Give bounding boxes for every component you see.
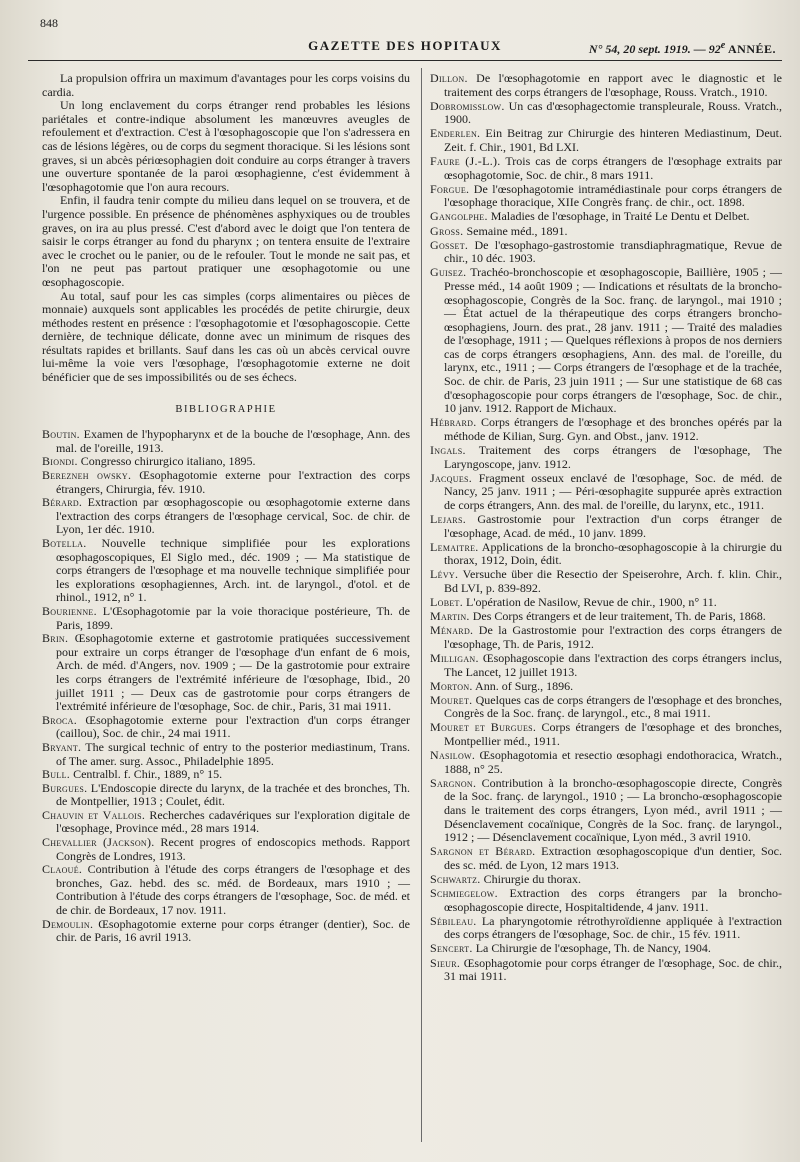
entry-text: Œsophagotomia et resectio œsophagi endothoracica, Wratch., 1888, n° 25. (444, 748, 782, 776)
entry-author: Chauvin et Vallois. (42, 807, 146, 822)
journal-title: GAZETTE DES HOPITAUX (308, 38, 502, 53)
bibliography-entry (430, 721, 782, 748)
bibliography-entry (430, 873, 782, 887)
bibliography-entry (430, 127, 782, 154)
issue-line (589, 40, 776, 57)
bibliography-entry (430, 777, 782, 845)
bibliography-entry (42, 537, 410, 605)
entry-text: Œsophagotomie pour corps étranger de l'œsophage, Soc. de chir., 31 mai 1911. (444, 955, 782, 984)
entry-text: Corps étrangers de l'œsophage et des bronches opérés par la méthode de Kilian, Surg. Gyn. and Obst., janv. 1912. (444, 415, 782, 443)
entry-text: Fragment osseux enclavé de l'œsophage, Soc. de méd. de Nancy, 25 janv. 1911 ; — Péri-œsophagite suppurée après extraction de corps étrangers, Ann. des mal. de l'oreille, du larynx, etc., 1911. (444, 470, 782, 512)
entry-author: Brin. (42, 631, 69, 646)
bibliography-entry (430, 183, 782, 210)
bibliography-entry (42, 469, 410, 496)
issue-suffix: ANNÉE. (725, 42, 776, 56)
entry-author: Hébrard. (430, 415, 477, 430)
bibliography-entry (430, 887, 782, 914)
entry-author: Faure (J.-L.). (430, 154, 501, 169)
entry-author: Lobet. (430, 595, 464, 610)
entry-text: Traitement des corps étrangers de l'œsophage, The Laryngoscope, janv. 1912. (444, 443, 782, 471)
bibliography-entry (430, 624, 782, 651)
entry-text: Extraction par œsophagoscopie ou œsophagotomie externe dans l'extraction des corps étrangers de l'œsophage cervical, Soc. de chir. de Lyon, 1er déc. 1910. (56, 495, 410, 537)
entry-text: Versuche über die Resectio der Speiserohre, Arch. f. klin. Chir., Bd LVI, p. 839-892. (444, 567, 782, 595)
entry-text: Œsophagotomie externe pour l'extraction des corps étrangers, Chirurgia, fév. 1910. (56, 468, 411, 496)
entry-author: Bull. (42, 767, 71, 782)
bibliography-entry (430, 568, 782, 595)
issue-sup: e (720, 40, 726, 51)
bibliography-entry (430, 266, 782, 416)
entry-author: Bryant. (42, 739, 82, 754)
bibliography-entry (42, 496, 410, 537)
entry-author: Mouret et Burgues. (430, 720, 537, 735)
bibliography-entry (430, 72, 782, 99)
bibliography-entry (430, 513, 782, 540)
entry-author: Forgue. (430, 181, 470, 196)
bibliography-entry (430, 210, 782, 224)
entry-author: Botella. (42, 536, 87, 550)
entry-author: Martin. (430, 609, 470, 624)
bibliography-entry (430, 749, 782, 776)
entry-author: Lévy. (430, 567, 459, 582)
entry-text: Quelques cas de corps étrangers de l'œsophage et des bronches, Congrès de la Soc. franç. de laryngol., etc., 8 mai 1911. (444, 692, 782, 721)
bibliography-entry (42, 768, 410, 782)
entry-author: Gosset. (430, 237, 469, 252)
entry-text: Congresso chirurgico italiano, 1895. (77, 454, 256, 469)
entry-text: Applications de la broncho-œsophagoscopie à la chirurgie du thorax, 1912, Doin, édit. (444, 539, 782, 568)
column-divider (421, 68, 422, 1142)
entry-author: Dobromisslow. (430, 98, 505, 113)
entry-text: De l'œsophagotomie intramédiastinale pour corps étrangers de l'œsophage thoracique, XIIe Congrès franç. de chir., oct. 1898. (444, 181, 782, 210)
entry-text: Centralbl. f. Chir., 1889, n° 15. (70, 767, 223, 782)
entry-text: De la Gastrostomie pour l'extraction des corps étrangers de l'œsophage, Th. de Paris, 1912. (444, 623, 782, 651)
body-paragraph: Enfin, il faudra tenir compte du milieu dans lequel on se trouvera, et de l'urgence possible. En présence de phénomènes asphyxiques ou de troubles graves, on ira au plus pressé. C'est d'abord avec le doigt que l'on tentera de saisir le corps étranger au fond du pharynx ; on tentera ensuite de l'extraire avec le crochet ou le panier, ou de le refouler. Tout le monde ne sait pas, et l'on ne peut pas partout pratiquer une œsophagotomie ou une œsophagoscopie. (42, 193, 410, 289)
bibliography-entry (42, 863, 410, 917)
bibliography-entry (430, 652, 782, 679)
body-paragraph: Au total, sauf pour les cas simples (corps alimentaires ou pièces de monnaie) auxquels sont applicables les procédés de petite chirurgie, deux méthodes restent en présence : l'œsophagotomie et l'œsophagoscopie. Cette dernière, de technique délicate, donne avec un minimum de risques des résultats rapides et brillants. Sauf dans les cas où un abcès cervical ouvre lui-même la voie vers l'œsophage, l'œsophagotomie externe ne doit bénéficier que de ses impossibilités ou de ses échecs. (42, 288, 410, 385)
entry-text: Extraction œsophagoscopique d'un dentier, Soc. des sc. méd. de Lyon, 12 mars 1913. (444, 844, 783, 872)
entry-author: Chevallier (Jackson). (42, 835, 155, 850)
entry-author: Morton. (430, 678, 473, 693)
entry-text: Contribution à la broncho-œsophagoscopie directe, Congrès de la Soc. franç. de laryngol., 1910 ; — La broncho-œsophagoscopie dans le traitement des corps étrangers, Lyon méd., avril 1911 ; — Désenclavement cocaïnique, Congrès de la Soc. franç. de laryngol., 1912 ; — Désenclavement cocaïnique, Lyon méd., 3 avril 1910. (444, 775, 782, 845)
entry-text: Gastrostomie pour l'extraction d'un corps étranger de l'œsophage, Acad. de méd., 10 janv. 1899. (444, 512, 782, 540)
entry-text: De l'œsophagotomie en rapport avec le diagnostic et le traitement des corps étrangers de l'œsophage, Rouss. Vratch., 1910. (444, 71, 782, 99)
entry-author: Ingals. (430, 443, 466, 458)
entry-text: L'Endoscopie directe du larynx, de la trachée et des bronches, Th. de Montpellier, 1913 ; Coulet, édit. (56, 780, 410, 809)
bibliography-entry (42, 605, 410, 632)
entry-text: Trois cas de corps étrangers de l'œsophage extraits par œsophagotomie, Soc. de chir., 8 mars 1911. (444, 154, 783, 182)
entry-author: Sébileau. (430, 913, 477, 928)
bibliography-entry (430, 472, 782, 513)
bibliography-entry (42, 836, 410, 863)
bibliography-entry (430, 444, 782, 471)
entry-author: Ménard. (430, 623, 474, 638)
entry-text: Chirurgie du thorax. (480, 871, 581, 886)
bibliography-entry (42, 632, 410, 714)
bibliography-entry (42, 918, 410, 945)
bibliography-entry (42, 455, 410, 469)
bibliography-entry (430, 416, 782, 443)
bibliography-entry (430, 541, 782, 568)
entry-author: Schmiegelow. (430, 886, 498, 901)
entry-text: Nouvelle technique simplifiée pour les explorations œsophagoscopiques, El Siglo med., déc. 1909 ; — Ma statistique de corps étrangers de l'œsophage et ma nouvelle technique simplifiée pour les explorations œsophagiennes, Arch. int. de laryngol., d'otol. et de rhinol., 1912, n° 1. (56, 536, 410, 605)
entry-text: Des Corps étrangers et de leur traitement, Th. de Paris, 1868. (469, 609, 766, 624)
body-paragraph: La propulsion offrira un maximum d'avantages pour les corps voisins du cardia. (42, 71, 410, 99)
entry-author: Sencert. (430, 941, 473, 956)
bibliography-entry (42, 782, 410, 809)
entry-author: Mouret. (430, 692, 473, 707)
entry-text: L'opération de Nasilow, Revue de chir., 1900, n° 11. (463, 595, 717, 610)
entry-text: Œsophagotomie externe pour corps étranger (dentier), Soc. de chir. de Paris, 16 avril 1913. (56, 916, 410, 945)
entry-author: Demoulin. (42, 916, 94, 931)
entry-author: Sargnon. (430, 775, 477, 790)
entry-text: Ein Beitrag zur Chirurgie des hinteren Mediastinum, Deut. Zeit. f. Chir., 1901, Bd LXI. (444, 126, 782, 154)
page-number: 848 (40, 16, 58, 30)
entry-author: Biondi. (42, 454, 78, 469)
entry-author: Broca. (42, 712, 78, 727)
right-column (430, 72, 782, 984)
entry-text: La pharyngotomie rétrothyroïdienne appliquée à l'extraction des corps étrangers de l'œsophage, Soc. de chir., 15 fév. 1911. (444, 913, 782, 942)
bibliography-entry (430, 239, 782, 266)
entry-author: Milligan. (430, 650, 479, 665)
entry-text: Ann. of Surg., 1896. (472, 678, 574, 693)
bibliography-entry (430, 610, 782, 624)
entry-text: De l'œsophago-gastrostomie transdiaphragmatique, Revue de chir., 10 déc. 1903. (444, 237, 782, 266)
entry-author: Guisez. (430, 265, 467, 280)
bibliography-entry (430, 694, 782, 721)
entry-author: Gangolphe. (430, 209, 488, 224)
bibliography-entry (42, 714, 410, 741)
bibliography-entry (430, 915, 782, 942)
entry-author: Enderlen. (430, 126, 481, 141)
entry-text: Un cas d'œsophagectomie transpleurale, Rouss. Vratch., 1900. (444, 98, 782, 127)
entry-author: Bérard. (42, 495, 83, 510)
bibliography-heading: BIBLIOGRAPHIE (175, 403, 277, 415)
entry-text: Corps étrangers de l'œsophage et des bronches, Montpellier méd., 1911. (444, 720, 783, 748)
entry-author: Bourienne. (42, 603, 97, 618)
entry-text: The surgical technic of entry to the posterior mediastinum, Trans. of The amer. surg. Assoc., Philadelphie 1895. (56, 739, 410, 768)
entry-author: Dillon. (430, 71, 468, 85)
entry-text: Semaine méd., 1891. (463, 223, 568, 238)
entry-author: Claoué. (42, 862, 83, 877)
entry-text: Maladies de l'œsophage, in Traité Le Dentu et Delbet. (487, 209, 750, 224)
bibliography-entry (430, 957, 782, 984)
page-header (28, 14, 782, 58)
entry-author: Sargnon et Bérard. (430, 844, 536, 859)
entry-author: Jacques. (430, 470, 473, 485)
header-rule (28, 60, 782, 61)
entry-author: Lemaitre. (430, 539, 479, 554)
bibliography-left-list (42, 428, 410, 945)
bibliography-entry (430, 100, 782, 127)
entry-author: Nasilow. (430, 748, 476, 763)
entry-text: L'Œsophagotomie par la voie thoracique postérieure, Th. de Paris, 1899. (56, 603, 410, 632)
bibliography-entry (42, 428, 410, 455)
entry-text: Examen de l'hypopharynx et de la bouche de l'œsophage, Ann. des mal. de l'oreille, 1913. (56, 427, 410, 455)
bibliography-right-list (430, 72, 782, 984)
entry-author: Lejars. (430, 512, 466, 526)
bibliography-entry (430, 942, 782, 956)
bibliography-entry (430, 225, 782, 239)
bibliography-entry (430, 596, 782, 610)
entry-author: Boutin. (42, 427, 80, 442)
entry-author: Sieur. (430, 955, 461, 970)
bibliography-entry (430, 155, 782, 182)
entry-text: La Chirurgie de l'œsophage, Th. de Nancy, 1904. (472, 941, 711, 956)
entry-author: Berezneh owsky. (42, 468, 132, 483)
bibliography-entry (430, 845, 782, 872)
entry-text: Œsophagoscopie dans l'extraction des corps étrangers inclus, The Lancet, 12 juillet 1913. (444, 650, 782, 679)
entry-author: Gross. (430, 223, 464, 238)
entry-text: Trachéo-bronchoscopie et œsophagoscopie, Baillière, 1905 ; — Presse méd., 14 août 1909 ; — Indications et résultats de la broncho-œsophagoscopie, Congrès de la Soc. franç. de laryngol., mai 1910 ; — État actuel de la thérapeutique des corps étrangers broncho-œsophagiens, Journ. des prat., 28 janv. 1911 ; — Traité des maladies de l'œsophage, 1911 ; — Quelques réflexions à propos de nos derniers cas de corps étrangers œsophagiens, Ann. des mal. de l'oreille, du larynx, etc., 1911 ; — Corps étrangers de l'œsophage et de la trachée, Soc. de chir. de Paris, 23 juin 1911 ; — Sur une statistique de 68 cas d'œsophagoscopie pour corps étrangers de l'œsophage, Soc. de chir., 10 janv. 1912. Rapport de Michaux. (444, 265, 782, 416)
entry-author: Burgues. (42, 780, 88, 795)
entry-text: Extraction des corps étrangers par la broncho-œsophagoscopie directe, Hospitaltidende, 4 janv. 1911. (444, 886, 782, 914)
entry-text: Œsophagotomie externe et gastrotomie pratiquées successivement pour extraire un corps étranger de l'œsophage d'un enfant de 6 mois, Arch. de méd. d'Angers, nov. 1909 ; — De la gastrotomie pour extraire les corps étrangers de l'extrémité inférieure de l'œsophage, Ibid., 20 juillet 1911 ; — Deux cas de gastrotomie pour corps étrangers de l'extrémité inférieure de l'œsophage, Soc. de chir., Paris, 31 mai 1911. (56, 631, 410, 714)
issue-prefix: N° 54, 20 sept. 1919. — 92 (588, 42, 721, 56)
entry-text: Œsophagotomie externe pour l'extraction d'un corps étranger (caillou), Soc. de chir., 24 mai 1911. (56, 712, 410, 741)
entry-author: Schwartz. (430, 871, 481, 886)
bibliography-entry (42, 741, 410, 768)
entry-text: Recherches cadavériques sur l'exploration digitale de l'œsophage, Province méd., 28 mars 1914. (56, 807, 411, 836)
body-paragraph: Un long enclavement du corps étranger rend probables les lésions pariétales et contre-indique absolument les manœuvres aveugles de refoulement et d'extraction. C'est à l'œsophagoscopie que l'on s'adressera en cas de lésions légères, ou de corps du segment thoracique. Si les lésions sont graves, si un abcès périœsophagien doit conduire au corps étranger à travers une ouverture spontanée de la paroi œsophagienne, c'est évidemment à l'œsophagotomie que l'on aura recours. (42, 98, 410, 194)
bibliography-entry (430, 680, 782, 694)
entry-text: Recent progres of endoscopics methods. Rapport Congrès de Londres, 1913. (56, 835, 410, 863)
entry-text: Contribution à l'étude des corps étrangers de l'œsophage et des bronches, Gaz. hebd. des sc. méd. de Bordeaux, mars 1910 ; — Contribution à l'étude des corps étrangers de l'œsophage, Soc. de méd. et de chir. de Bordeaux, 17 nov. 1911. (56, 862, 410, 918)
bibliography-entry (42, 809, 410, 836)
left-column (42, 72, 410, 945)
